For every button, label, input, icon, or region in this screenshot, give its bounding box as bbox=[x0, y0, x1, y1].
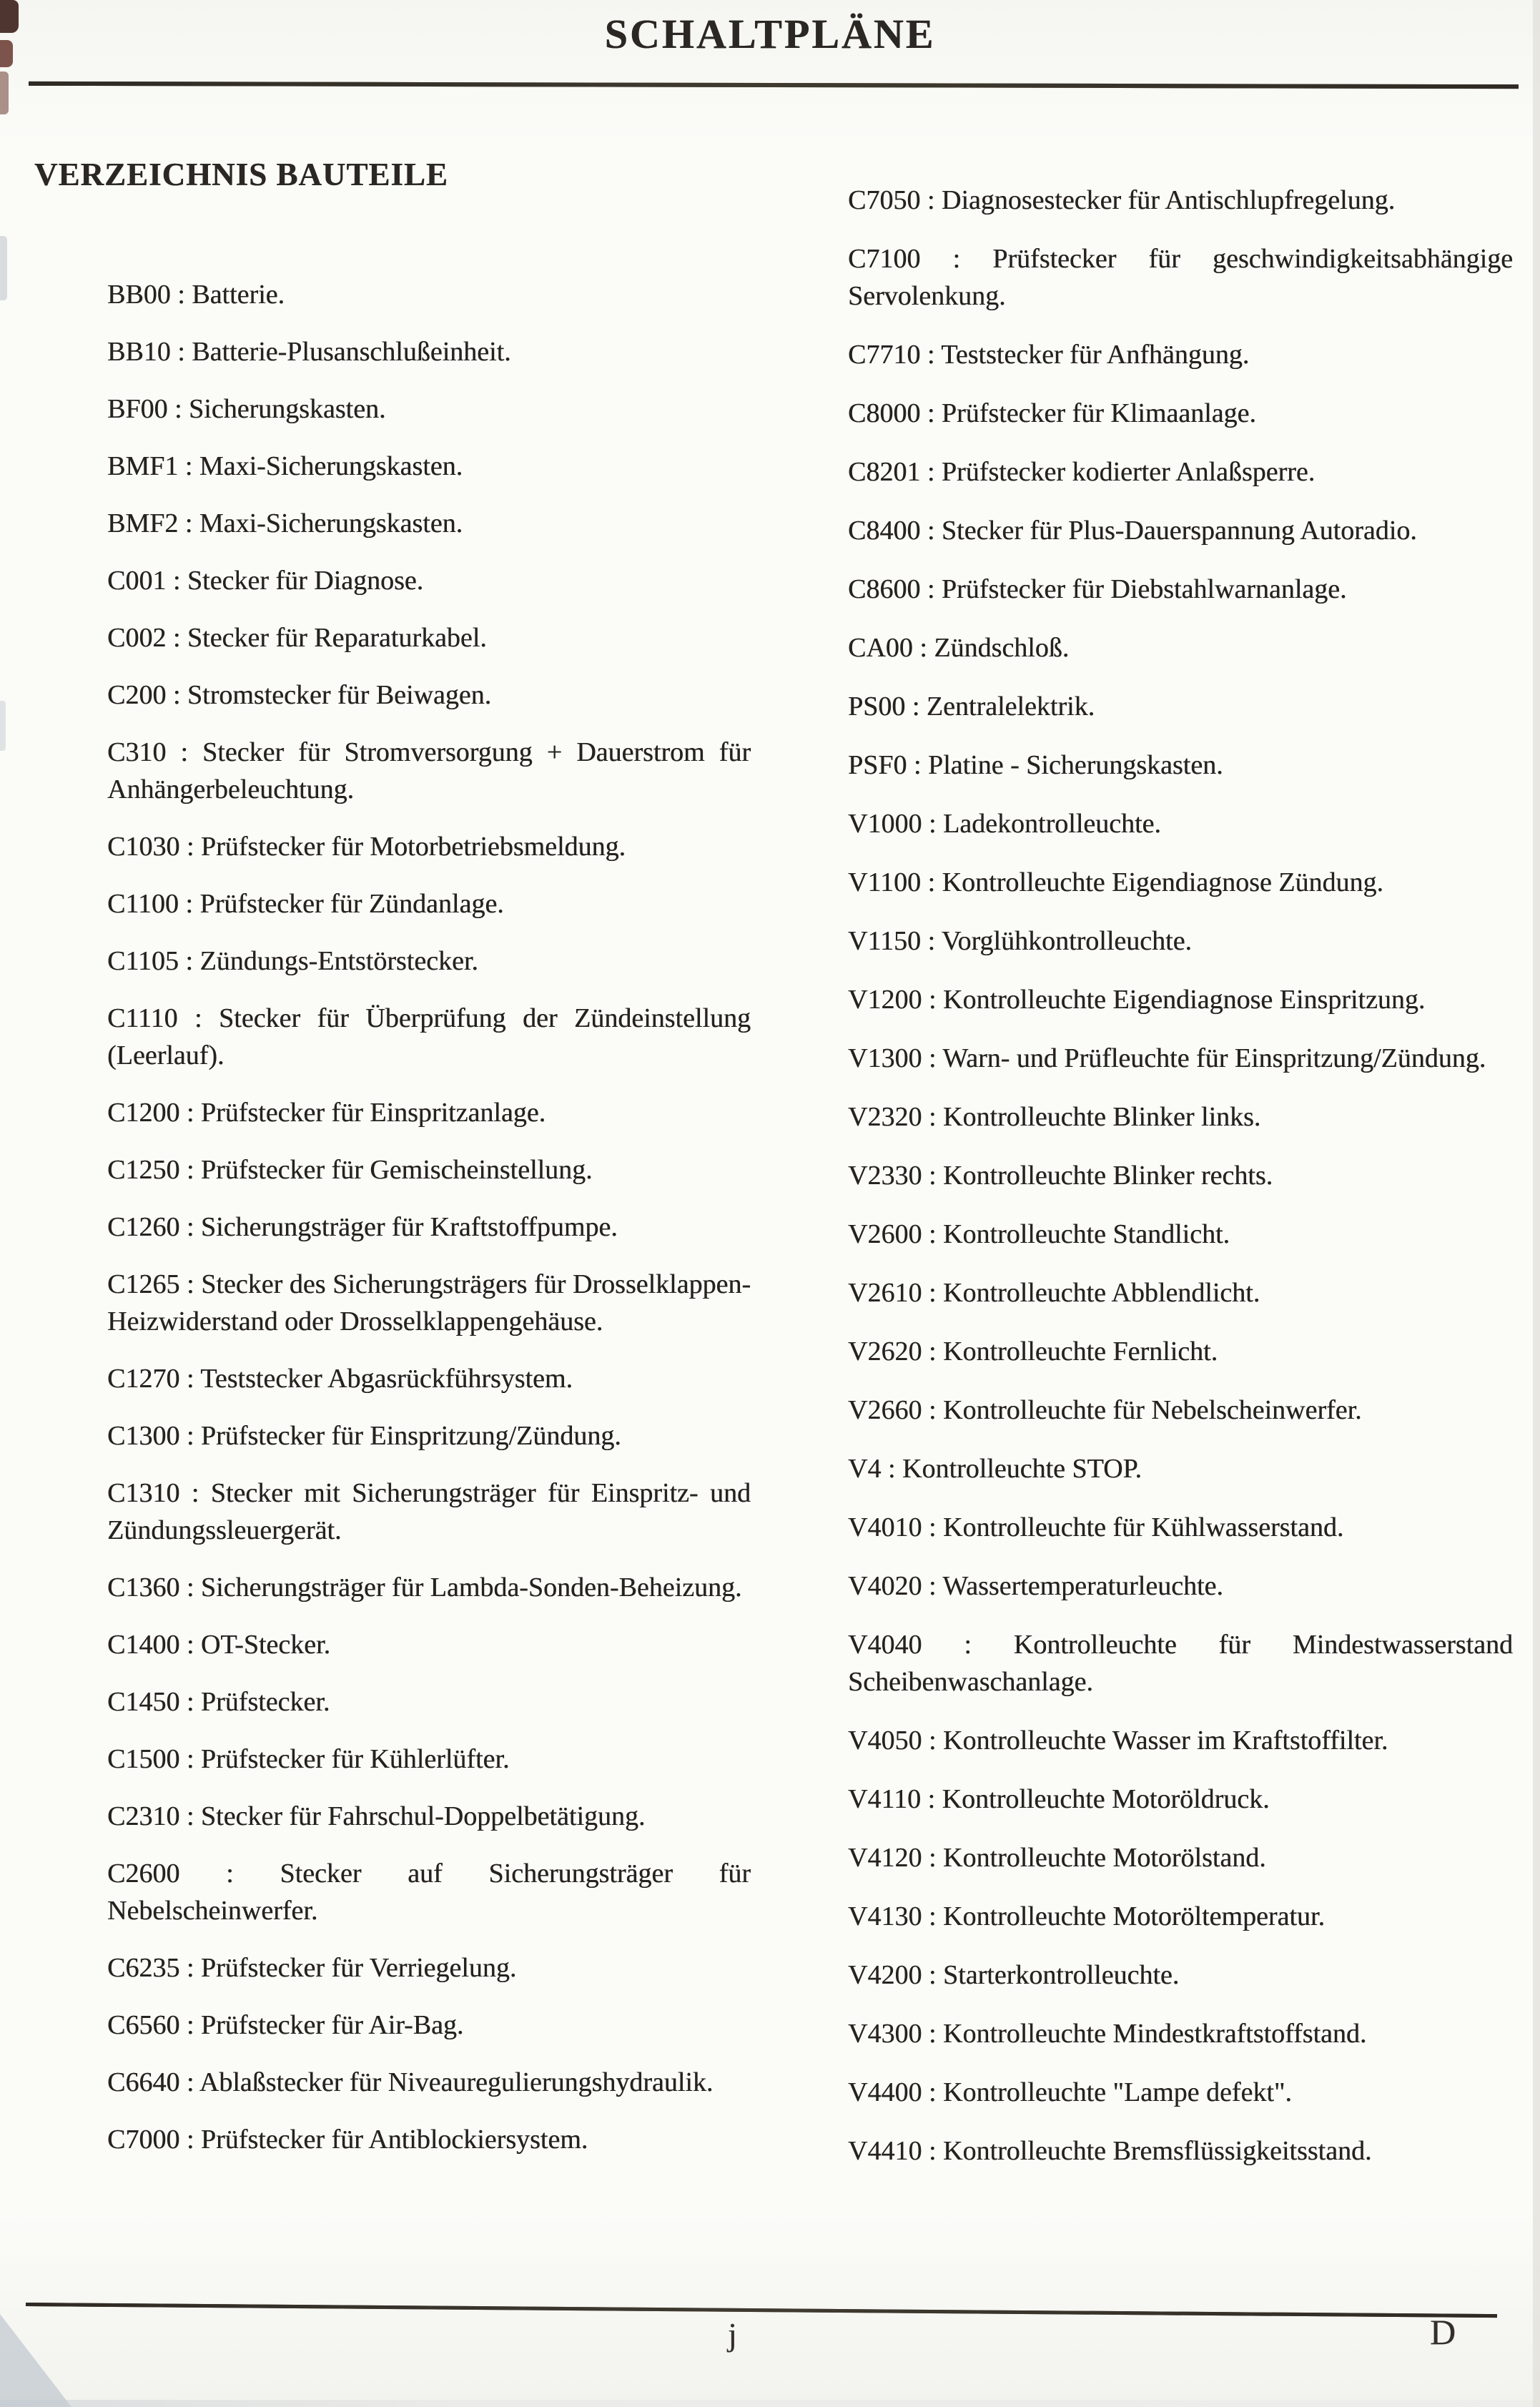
component-entry: C1030 : Prüfstecker für Motorbetriebsmeldung. bbox=[107, 832, 626, 862]
component-entry: C6640 : Ablaßstecker für Niveauregulierungshydraulik. bbox=[107, 2067, 714, 2097]
component-entry: C7100 : Prüfstecker für geschwindigkeitsabhängige Servolenkung. bbox=[848, 244, 1513, 311]
component-entry: V2660 : Kontrolleuchte für Nebelscheinwerfer. bbox=[848, 1395, 1362, 1425]
component-entry: V4200 : Starterkontrolleuchte. bbox=[848, 1960, 1180, 1990]
component-entry: V4400 : Kontrolleuchte "Lampe defekt". bbox=[848, 2077, 1292, 2107]
component-entry: V4050 : Kontrolleuchte Wasser im Kraftstoffilter. bbox=[848, 1726, 1388, 1756]
scan-edge-shadow bbox=[0, 2400, 1540, 2407]
component-entry: C1200 : Prüfstecker für Einspritzanlage. bbox=[107, 1098, 546, 1128]
component-entry: C1265 : Stecker des Sicherungsträgers für Drosselklappen-Heizwiderstand oder Drosselklappengehäuse. bbox=[107, 1269, 751, 1337]
page-number-right: D bbox=[1430, 2312, 1456, 2352]
component-entry: C310 : Stecker für Stromversorgung + Dauerstrom für Anhängerbeleuchtung. bbox=[107, 737, 751, 804]
footer-divider bbox=[26, 2303, 1497, 2318]
component-entry: C1100 : Prüfstecker für Zündanlage. bbox=[107, 889, 504, 919]
component-entry: C7050 : Diagnosestecker für Antischlupfregelung. bbox=[848, 185, 1396, 215]
page-number-center: j bbox=[728, 2316, 737, 2353]
component-entry: C7000 : Prüfstecker für Antiblockiersystem. bbox=[107, 2125, 588, 2155]
component-entry: C1310 : Stecker mit Sicherungsträger für Einspritz- und Zündungssleuergerät. bbox=[107, 1478, 751, 1545]
component-entry: BB10 : Batterie-Plusanschlußeinheit. bbox=[107, 337, 511, 367]
component-entry: V2330 : Kontrolleuchte Blinker rechts. bbox=[848, 1161, 1273, 1191]
component-entry: V4040 : Kontrolleuchte für Mindestwasserstand Scheibenwaschanlage. bbox=[848, 1630, 1513, 1697]
scan-corner-shadow bbox=[0, 2314, 71, 2407]
component-entry: V1000 : Ladekontrolleuchte. bbox=[848, 809, 1161, 839]
component-entry: V1100 : Kontrolleuchte Eigendiagnose Zündung. bbox=[848, 867, 1383, 897]
component-entry: C1400 : OT-Stecker. bbox=[107, 1630, 331, 1660]
component-entry: C8000 : Prüfstecker für Klimaanlage. bbox=[848, 398, 1256, 428]
component-entry: C001 : Stecker für Diagnose. bbox=[107, 566, 424, 596]
component-entry: V2600 : Kontrolleuchte Standlicht. bbox=[848, 1219, 1230, 1249]
component-list-left bbox=[107, 276, 751, 2158]
component-entry: C7710 : Teststecker für Anfhängung. bbox=[848, 340, 1250, 370]
right-column bbox=[848, 87, 1513, 2191]
component-entry: C6235 : Prüfstecker für Verriegelung. bbox=[107, 1953, 517, 1983]
component-entry: V4110 : Kontrolleuchte Motoröldruck. bbox=[848, 1784, 1270, 1814]
component-entry: BF00 : Sicherungskasten. bbox=[107, 394, 386, 424]
component-list-right bbox=[848, 182, 1513, 2170]
component-entry: V4410 : Kontrolleuchte Bremsflüssigkeitsstand. bbox=[848, 2136, 1372, 2166]
component-entry: V1300 : Warn- und Prüfleuchte für Einspritzung/Zündung. bbox=[848, 1043, 1486, 1073]
component-entry: C002 : Stecker für Reparaturkabel. bbox=[107, 623, 487, 653]
component-entry: C8600 : Prüfstecker für Diebstahlwarnanlage. bbox=[848, 574, 1347, 604]
component-entry: C1300 : Prüfstecker für Einspritzung/Zündung. bbox=[107, 1421, 621, 1451]
component-entry: V4300 : Kontrolleuchte Mindestkraftstoffstand. bbox=[848, 2019, 1367, 2049]
component-entry: V4130 : Kontrolleuchte Motoröltemperatur. bbox=[848, 1901, 1325, 1931]
component-entry: V1200 : Kontrolleuchte Eigendiagnose Einspritzung. bbox=[848, 985, 1426, 1015]
component-entry: C2600 : Stecker auf Sicherungsträger für Nebelscheinwerfer. bbox=[107, 1859, 751, 1926]
component-entry: V1150 : Vorglühkontrolleuchte. bbox=[848, 926, 1192, 956]
component-entry: C1105 : Zündungs-Entstörstecker. bbox=[107, 946, 478, 976]
component-entry: C1500 : Prüfstecker für Kühlerlüfter. bbox=[107, 1744, 510, 1774]
component-entry: BB00 : Batterie. bbox=[107, 280, 285, 310]
component-entry: PSF0 : Platine - Sicherungskasten. bbox=[848, 750, 1223, 780]
component-entry: V4120 : Kontrolleuchte Motorölstand. bbox=[848, 1843, 1266, 1873]
component-entry: CA00 : Zündschloß. bbox=[848, 633, 1070, 663]
component-entry: C1260 : Sicherungsträger für Kraftstoffpumpe. bbox=[107, 1212, 618, 1242]
component-entry: V4010 : Kontrolleuchte für Kühlwasserstand. bbox=[848, 1512, 1344, 1542]
component-entry: C8400 : Stecker für Plus-Dauerspannung Autoradio. bbox=[848, 516, 1417, 546]
component-entry: C1270 : Teststecker Abgasrückführsystem. bbox=[107, 1364, 573, 1394]
component-entry: V4 : Kontrolleuchte STOP. bbox=[848, 1454, 1142, 1484]
component-entry: V2610 : Kontrolleuchte Abblendlicht. bbox=[848, 1278, 1260, 1308]
section-title: VERZEICHNIS BAUTEILE bbox=[34, 157, 448, 192]
component-entry: V2620 : Kontrolleuchte Fernlicht. bbox=[848, 1337, 1218, 1367]
component-entry: C1450 : Prüfstecker. bbox=[107, 1687, 330, 1717]
component-entry: C1250 : Prüfstecker für Gemischeinstellung. bbox=[107, 1155, 593, 1185]
component-entry: PS00 : Zentralelektrik. bbox=[848, 691, 1095, 722]
component-entry: BMF2 : Maxi-Sicherungskasten. bbox=[107, 508, 463, 538]
component-entry: C1110 : Stecker für Überprüfung der Zündeinstellung (Leerlauf). bbox=[107, 1003, 751, 1070]
component-entry: V4020 : Wassertemperaturleuchte. bbox=[848, 1571, 1223, 1601]
component-entry: BMF1 : Maxi-Sicherungskasten. bbox=[107, 451, 463, 481]
component-entry: C6560 : Prüfstecker für Air-Bag. bbox=[107, 2010, 464, 2040]
component-entry: C1360 : Sicherungsträger für Lambda-Sonden-Beheizung. bbox=[107, 1572, 742, 1603]
left-column bbox=[34, 87, 778, 2178]
component-entry: C2310 : Stecker für Fahrschul-Doppelbetätigung. bbox=[107, 1801, 646, 1831]
component-entry: C8201 : Prüfstecker kodierter Anlaßsperre. bbox=[848, 457, 1316, 487]
page-title: SCHALTPLÄNE bbox=[604, 11, 936, 57]
component-entry: V2320 : Kontrolleuchte Blinker links. bbox=[848, 1102, 1261, 1132]
component-index bbox=[0, 87, 1540, 2191]
component-entry: C200 : Stromstecker für Beiwagen. bbox=[107, 680, 492, 710]
